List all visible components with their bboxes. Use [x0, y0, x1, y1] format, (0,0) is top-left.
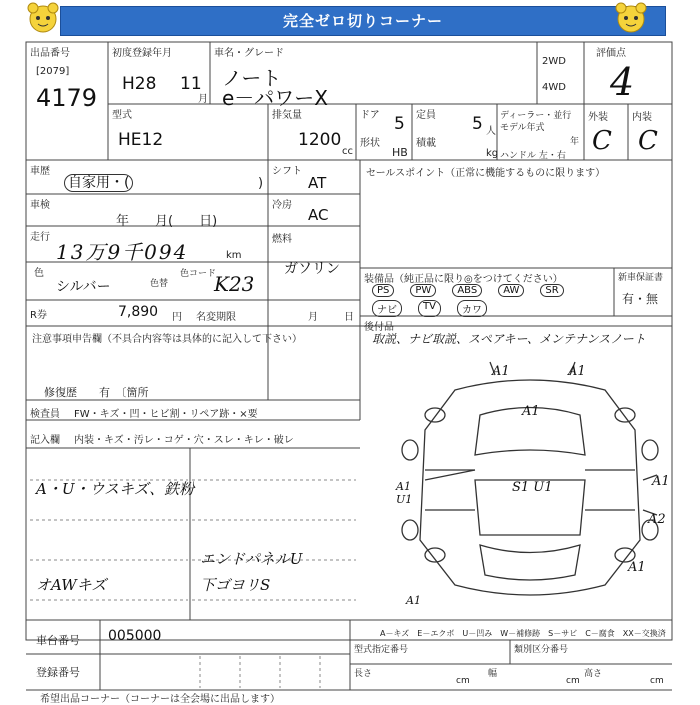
equipment-item: TV: [418, 300, 441, 317]
diagram-mark: A1: [568, 364, 586, 379]
equipment-item: SR: [540, 284, 563, 297]
spec-number-label: 型式指定番号: [354, 645, 409, 655]
diagram-mark: A1: [406, 594, 421, 607]
title-change-day: 日: [344, 312, 354, 323]
door-value: 5: [394, 114, 405, 134]
load-unit: kg: [486, 148, 499, 159]
mileage-unit: km: [226, 250, 242, 261]
chassis-value: 005000: [108, 628, 162, 644]
recycle-unit: 円: [172, 312, 182, 323]
extras-value: 取説、ナビ取説、スペアキー、メンテナンスノート: [372, 332, 646, 346]
equipment-item: ナビ: [372, 300, 402, 317]
capacity-value: 5: [472, 114, 483, 134]
displacement-label: 排気量: [272, 110, 302, 121]
lot-label: 出品番号: [30, 48, 70, 59]
banner-title: 完全ゼロ切りコーナー: [282, 12, 443, 30]
recycle-value: 7,890: [118, 304, 159, 320]
note-line-4: 下ゴヨリS: [200, 576, 271, 594]
fuel-label: 燃料: [272, 234, 292, 245]
first-reg-month-unit: 月: [198, 94, 208, 105]
ac-label: 冷房: [272, 200, 292, 211]
model-label: 型式: [112, 110, 132, 121]
displacement-value: 1200: [298, 130, 342, 150]
year-unit: 年: [570, 137, 580, 147]
inspection-label: 車検: [30, 200, 50, 211]
color-change-label: 色替: [150, 279, 169, 289]
exterior-value: C: [592, 126, 612, 156]
model-year-label: モデル年式: [500, 123, 545, 133]
entry-label: 記入欄: [30, 435, 60, 446]
interior-value: C: [638, 126, 658, 156]
note-line-3: エンドパネルU: [200, 550, 303, 568]
inspector-row2: 内装・キズ・汚レ・コゲ・穴・スレ・キレ・破レ: [74, 435, 294, 446]
warranty-label: 新車保証書: [618, 273, 664, 283]
color-code: K23: [214, 272, 255, 296]
note-line-2: オAWキズ: [36, 576, 107, 594]
color-value: シルバー: [56, 279, 111, 295]
warranty-value: 有・無: [622, 292, 659, 306]
shift-label: シフト: [272, 166, 302, 177]
first-reg-label: 初度登録年月: [112, 48, 172, 59]
drive-2wd: 2WD: [542, 56, 566, 67]
mileage-label: 走行: [30, 232, 50, 243]
displacement-unit: cc: [342, 146, 353, 157]
footer-text: 希望出品コーナー（コーナーは全会場に出品します）: [40, 694, 280, 705]
first-reg-era: H28: [122, 74, 157, 94]
ac-value: AC: [308, 206, 329, 224]
history-value: 自家用・(: [64, 172, 133, 192]
category-number-label: 類別区分番号: [514, 645, 569, 655]
registration-label: 登録番号: [36, 666, 80, 679]
capacity-unit: 人: [486, 126, 496, 137]
door-label: ドア: [360, 110, 380, 121]
equipment-item: PS: [372, 284, 394, 297]
load-label: 積載: [416, 138, 436, 149]
color-code-label: 色コード: [180, 269, 217, 279]
history-close: ): [258, 176, 264, 191]
equipment-item: ABS: [452, 284, 482, 297]
chassis-label: 車台番号: [36, 634, 80, 647]
length-label: 長さ: [354, 669, 373, 679]
length-unit: cm: [456, 676, 470, 686]
diagram-mark: A1: [628, 560, 646, 575]
equipment-label: 装備品（純正品に限り◎をつけてください）: [364, 274, 563, 285]
score-label: 評価点: [596, 48, 626, 59]
diagram-mark: A1: [522, 404, 540, 419]
shape-label: 形状: [360, 138, 380, 149]
handle-label: ハンドル 左・右: [500, 151, 566, 161]
equipment-item: AW: [498, 284, 524, 297]
equipment-item: カワ: [457, 300, 487, 317]
equipment-item: PW: [410, 284, 436, 297]
shift-value: AT: [308, 174, 327, 192]
car-label: 車名・グレード: [214, 48, 284, 59]
lot-number: 4179: [36, 84, 98, 112]
lot-sub: [2079]: [36, 66, 70, 77]
drive-4wd: 4WD: [542, 82, 566, 93]
first-reg-month: 11: [180, 74, 202, 94]
car-name: ノート: [222, 66, 282, 90]
model-value: HE12: [118, 130, 164, 150]
diagram-mark: A1 U1: [396, 480, 413, 506]
title-change-label: 名変期限: [196, 312, 236, 323]
interior-label: 内装: [632, 112, 652, 123]
exterior-label: 外装: [588, 112, 608, 123]
mileage-value: 13万9千094: [56, 240, 189, 264]
history-label: 車歴: [30, 166, 50, 177]
note-line-1: A・U・ウスキズ、鉄粉: [36, 480, 195, 498]
height-unit: cm: [650, 676, 664, 686]
diagram-mark: S1 U1: [512, 480, 553, 495]
inspector-row1: FW・キズ・凹・ヒビ割・リペア跡・×要: [74, 409, 258, 420]
fuel-value: ガソリン: [284, 261, 340, 277]
extras-label: 後付品: [364, 322, 394, 333]
inspection-text: 年 月( 日): [116, 214, 218, 229]
inspector-label: 検査員: [30, 409, 60, 420]
damage-legend: A－キズ E－エクボ U－凹み W－補修跡 S－サビ C－腐食 XX－交換済: [380, 629, 666, 638]
title-change-month: 月: [308, 312, 318, 323]
repair-history: 修復歴 有 〔箇所: [44, 386, 149, 399]
equipment-list: [372, 284, 608, 317]
score-value: 4: [610, 60, 635, 104]
recycle-label: R券: [30, 310, 47, 321]
sales-point-label: セールスポイント（正常に機能するものに限ります）: [366, 168, 606, 179]
diagram-mark: A2: [648, 512, 666, 527]
color-label: 色: [34, 268, 44, 279]
height-label: 高さ: [584, 669, 603, 679]
width-unit: cm: [566, 676, 580, 686]
shape-value: HB: [392, 146, 408, 159]
width-label: 幅: [488, 669, 498, 679]
diagram-mark: A1: [492, 364, 510, 379]
dealer-label: ディーラー・並行: [500, 111, 572, 121]
car-grade: e－パワーX: [222, 86, 329, 110]
diagram-mark: A1: [652, 474, 670, 489]
notes-label: 注意事項申告欄（不具合内容等は具体的に記入して下さい）: [32, 334, 302, 345]
capacity-label: 定員: [416, 110, 436, 121]
